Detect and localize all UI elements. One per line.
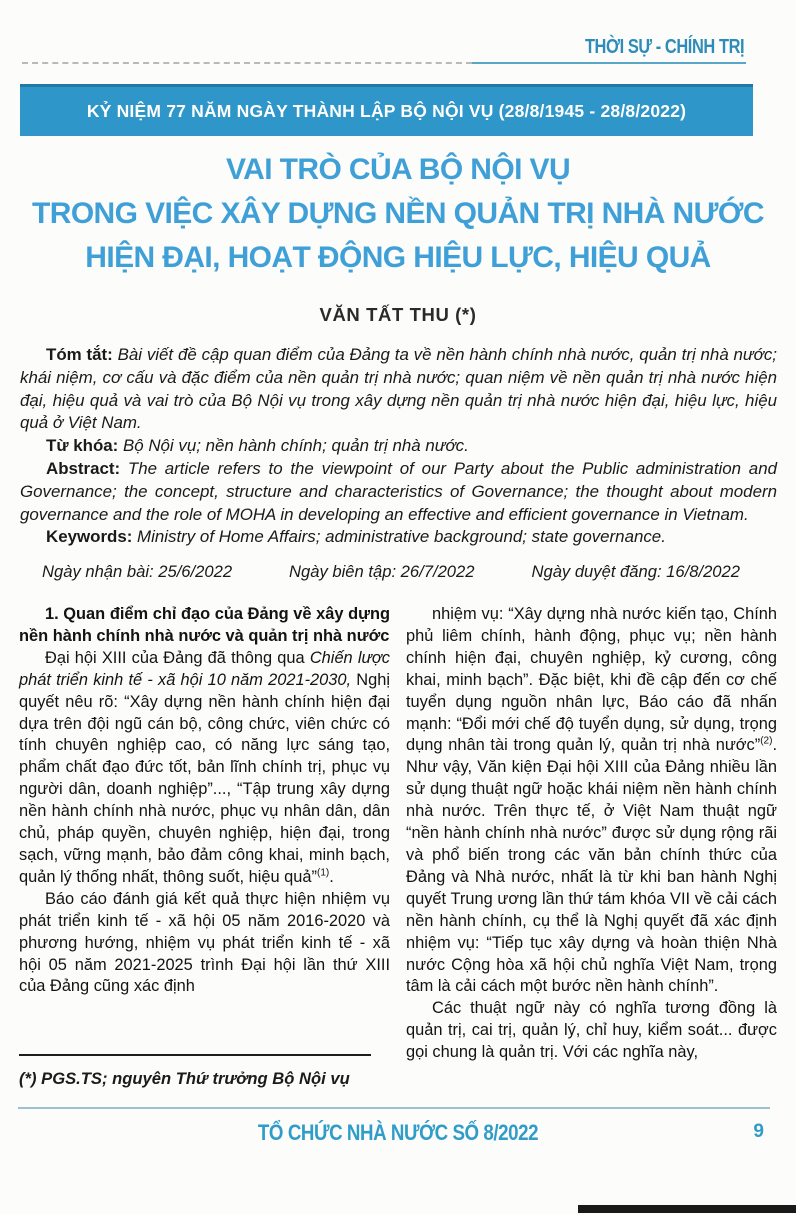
tu-khoa-label: Từ khóa: xyxy=(46,436,119,456)
date-edited: Ngày biên tập: 26/7/2022 xyxy=(289,562,475,581)
abstract-label: Abstract: xyxy=(46,458,121,478)
dates-row xyxy=(42,562,740,582)
tom-tat-text: Bài viết đề cập quan điểm của Đảng ta về nền hành chính nhà nước, quản trị nhà nước; khái niệm, cơ cấu và đặc điểm của nền quản trị nhà nước; quan niệm về nền quản trị nhà nước hiện đại, hiệu quả và vai trò của Bộ Nội vụ trong xây dựng nền quản trị nhà nước hiện đại, hiệu lực, hiệu quả ở Việt Nam. xyxy=(20,345,777,433)
left-column xyxy=(19,604,390,1064)
keywords-english xyxy=(20,526,777,549)
anniversary-banner-text: KỶ NIỆM 77 NĂM NGÀY THÀNH LẬP BỘ NỘI VỤ (28/8/1945 - 28/8/2022) xyxy=(86,101,687,121)
top-rule-gray xyxy=(22,62,472,64)
body-columns xyxy=(19,604,777,1064)
right-paragraph-2: Các thuật ngữ này có nghĩa tương đồng là quản trị, cai trị, quản lý, chỉ huy, kiểm soát... được gọi chung là quản trị. Với các nghĩa này, xyxy=(406,999,777,1062)
article-title-line-3: HIỆN ĐẠI, HOẠT ĐỘNG HIỆU LỰC, HIỆU QUẢ xyxy=(85,241,711,274)
section-1-heading: 1. Quan điểm chỉ đạo của Đảng về xây dựng nền hành chính nhà nước và quản trị nhà nước xyxy=(19,605,390,645)
right-p1-b: . Như vậy, Văn kiện Đại hội XIII của Đảng nhiều lần sử dụng thuật ngữ hoặc khái niệm nền hành chính nhà nước. Trên thực tế, ở Việt Nam thuật ngữ “nền hành chính nhà nước” được sử dụng rộng rãi và phổ biến trong các văn bản chính thức của Đảng và Nhà nước, nhất là từ khi ban hành Nghị quyết Trung ương lần thứ tám khóa VII về cải cách nền hành chính, cụ thể là Nghị quyết đã xác định nhiệm vụ: “Tiếp tục xây dựng và hoàn thiện Nhà nước Cộng hòa xã hội chủ nghĩa Việt Nam, trọng tâm là cải cách một bước nền hành chính”. xyxy=(406,736,777,996)
left-p1-end: . xyxy=(329,867,334,886)
article-title-line-2: TRONG VIỆC XÂY DỰNG NỀN QUẢN TRỊ NHÀ NƯỚC xyxy=(32,197,764,230)
right-column xyxy=(406,604,777,1064)
left-paragraph-1 xyxy=(19,648,390,889)
section-kicker: THỜI SỰ - CHÍNH TRỊ xyxy=(584,36,744,58)
abstract-vietnamese xyxy=(20,344,777,435)
right-paragraph-1 xyxy=(406,604,777,998)
left-p1-italic: Chiến lược phát triển kinh tế - xã hội 10 năm 2021-2030, xyxy=(19,648,390,689)
date-received: Ngày nhận bài: 25/6/2022 xyxy=(42,562,233,581)
left-p1-rest: Nghị quyết nêu rõ: “Xây dựng nền hành chính hiện đại dựa trên đội ngũ cán bộ, công chức, viên chức có tính chuyên nghiệp cao, có năng lực sáng tạo, phẩm chất đạo đức tốt, bản lĩnh chính trị, phục vụ người dân, doanh nghiệp”..., “Tập trung xây dựng nền hành chính nhà nước, phục vụ nhân dân, dân chủ, pháp quyền, chuyên nghiệp, hiện đại, trong sạch, vững mạnh, bảo đảm công khai, minh bạch, quản lý thống nhất, thông suốt, hiệu quả” xyxy=(19,670,390,886)
left-paragraph-2: Báo cáo đánh giá kết quả thực hiện nhiệm vụ phát triển kinh tế - xã hội 05 năm 2016-2020 và phương hướng, nhiệm vụ phát triển kinh tế - xã hội 05 năm 2021-2025 trình Đại hội lần thứ XIII của Đảng cũng xác định xyxy=(19,889,390,996)
page-number: 9 xyxy=(753,1121,764,1142)
article-title xyxy=(8,148,788,280)
right-p1-a: nhiệm vụ: “Xây dựng nhà nước kiến tạo, Chính phủ liêm chính, hành động, phục vụ; nền hành chính hiện đại, chuyên nghiệp, kỷ cương, công khai, minh bạch”. Đặc biệt, khi đề cập đến cơ chế tuyển dụng nguồn nhân lực, Báo cáo đã nhấn mạnh: “Đổi mới chế độ tuyển dụng, sử dụng, trọng dụng nhân tài trong quản lý, quản trị nhà nước” xyxy=(406,605,777,755)
abstract-text: The article refers to the viewpoint of our Party about the Public administration and Governance; the concept, structure and characteristics of Governance; the thought about modern governance and the role of MOHA in developing an effective and efficient governance in Vietnam. xyxy=(20,458,777,524)
author-footnote: (*) PGS.TS; nguyên Thứ trưởng Bộ Nội vụ xyxy=(19,1054,371,1089)
keywords-label: Keywords: xyxy=(46,527,133,547)
footer-rule xyxy=(18,1107,770,1109)
keywords-vietnamese xyxy=(20,435,777,458)
left-p1-intro: Đại hội XIII của Đảng đã thông qua xyxy=(45,648,310,667)
article-title-line-1: VAI TRÒ CỦA BỘ NỘI VỤ xyxy=(225,153,571,186)
footnote-ref-2: (2) xyxy=(760,735,773,747)
date-approved: Ngày duyệt đăng: 16/8/2022 xyxy=(531,562,740,581)
footnote-ref-1: (1) xyxy=(317,867,330,879)
anniversary-banner xyxy=(20,84,753,136)
scan-edge-artifact xyxy=(578,1205,796,1213)
journal-footer-title: TỔ CHỨC NHÀ NƯỚC SỐ 8/2022 xyxy=(257,1120,539,1145)
abstract-english xyxy=(20,458,777,526)
author-byline: VĂN TẤT THU (*) xyxy=(319,304,477,325)
tom-tat-label: Tóm tắt: xyxy=(46,345,113,364)
keywords-text: Ministry of Home Affairs; administrative background; state governance. xyxy=(132,527,666,547)
abstract-block xyxy=(20,344,777,549)
top-rule-teal xyxy=(472,62,746,64)
tu-khoa-text: Bộ Nội vụ; nền hành chính; quản trị nhà nước. xyxy=(118,436,469,456)
